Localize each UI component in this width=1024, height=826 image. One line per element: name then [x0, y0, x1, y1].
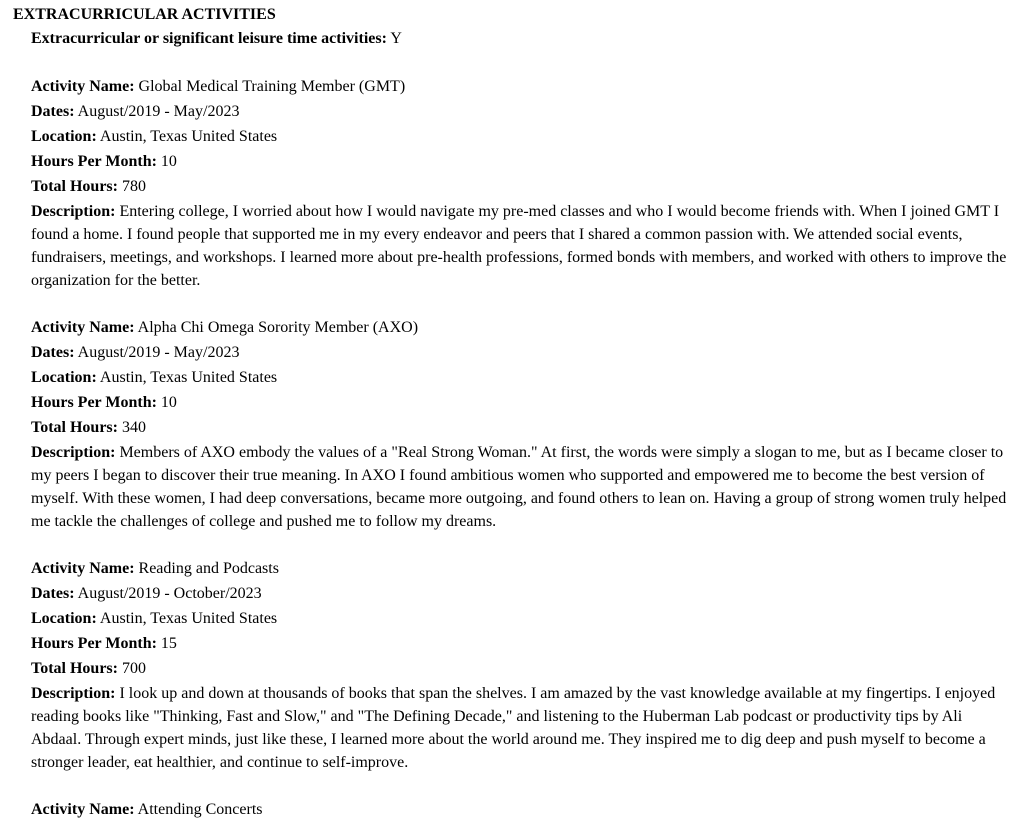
- activity-location-label: Location:: [31, 128, 97, 145]
- activity-name-value: Global Medical Training Member (GMT): [138, 78, 406, 95]
- activity-description: [31, 441, 1012, 533]
- activity-hours-per-month-value: 15: [160, 635, 177, 652]
- activity-location-value: Austin, Texas United States: [99, 369, 278, 386]
- activity-dates-value: August/2019 - October/2023: [77, 585, 262, 602]
- activity-entry: [31, 74, 1012, 292]
- flag-value: Y: [390, 30, 402, 47]
- activity-total-hours-label: Total Hours:: [31, 419, 118, 436]
- activity-name-line: [31, 556, 1012, 581]
- activity-total-hours-value: 700: [121, 660, 146, 677]
- activity-hours-per-month-value: 10: [160, 153, 177, 170]
- activity-total-hours-value: 340: [121, 419, 146, 436]
- flag-label: Extracurricular or significant leisure time activities:: [31, 30, 387, 47]
- activity-location-label: Location:: [31, 610, 97, 627]
- activity-total-hours-label: Total Hours:: [31, 178, 118, 195]
- activity-hours-per-month-label: Hours Per Month:: [31, 394, 157, 411]
- activity-entry: [31, 797, 1012, 822]
- activity-name-line: [31, 74, 1012, 99]
- activity-description-label: Description:: [31, 685, 116, 702]
- activity-total-hours-line: [31, 656, 1012, 681]
- section-title: EXTRACURRICULAR ACTIVITIES: [13, 6, 276, 23]
- activity-name-value: Attending Concerts: [137, 801, 263, 818]
- activity-description-text: I look up and down at thousands of books that span the shelves. I am amazed by the vast knowledge available at my fingertips. I enjoyed reading books like "Thinking, Fast and Slow," and "The Defining Decade," and listening to the Huberman Lab podcast or productivity tips by Ali Abdaal. Through expert minds, just like these, I learned more about the world around me. They inspired me to dig deep and push myself to become a stronger leader, eat healthier, and continue to self-improve.: [31, 685, 996, 771]
- activity-total-hours-line: [31, 415, 1012, 440]
- activity-hours-per-month-line: [31, 631, 1012, 656]
- activity-dates-value: August/2019 - May/2023: [77, 344, 240, 361]
- activity-entry: [31, 556, 1012, 774]
- activity-total-hours-label: Total Hours:: [31, 660, 118, 677]
- activity-name-value: Reading and Podcasts: [138, 560, 279, 577]
- activity-hours-per-month-line: [31, 390, 1012, 415]
- activity-dates-line: [31, 99, 1012, 124]
- activity-hours-per-month-value: 10: [160, 394, 177, 411]
- activity-name-value: Alpha Chi Omega Sorority Member (AXO): [137, 319, 419, 336]
- activity-description: [31, 200, 1012, 292]
- activity-dates-line: [31, 581, 1012, 606]
- activity-name-line: [31, 315, 1012, 340]
- activity-dates-label: Dates:: [31, 585, 75, 602]
- activity-description-text: Entering college, I worried about how I would navigate my pre-med classes and who I would become friends with. When I joined GMT I found a home. I found people that supported me in my every endeavor and peers that I shared a common passion with. We attended social events, fundraisers, meetings, and workshops. I learned more about pre-health professions, formed bonds with members, and worked with others to improve the organization for the better.: [31, 203, 1007, 289]
- activity-location-value: Austin, Texas United States: [99, 128, 278, 145]
- activity-total-hours-value: 780: [121, 178, 146, 195]
- activity-name-line: [31, 797, 1012, 822]
- activity-location-line: [31, 365, 1012, 390]
- activity-dates-label: Dates:: [31, 103, 75, 120]
- activity-description: [31, 682, 1012, 774]
- activity-name-label: Activity Name:: [31, 560, 135, 577]
- activity-location-line: [31, 124, 1012, 149]
- activity-location-line: [31, 606, 1012, 631]
- activity-name-label: Activity Name:: [31, 801, 135, 818]
- activity-total-hours-line: [31, 174, 1012, 199]
- activity-dates-line: [31, 340, 1012, 365]
- section-body: [13, 26, 1012, 822]
- activity-location-value: Austin, Texas United States: [99, 610, 278, 627]
- activity-dates-label: Dates:: [31, 344, 75, 361]
- activity-description-text: Members of AXO embody the values of a "Real Strong Woman." At first, the words were simply a slogan to me, but as I became closer to my peers I began to discover their true meaning. In AXO I found ambitious women who supported and empowered me to become the best version of myself. With these women, I had deep conversations, became more outgoing, and found others to lean on. Having a group of strong women truly helped me tackle the challenges of college and pushed me to follow my dreams.: [31, 444, 1007, 530]
- activity-description-label: Description:: [31, 444, 116, 461]
- activity-dates-value: August/2019 - May/2023: [77, 103, 240, 120]
- activity-name-label: Activity Name:: [31, 319, 135, 336]
- activity-hours-per-month-line: [31, 149, 1012, 174]
- activity-hours-per-month-label: Hours Per Month:: [31, 635, 157, 652]
- activity-hours-per-month-label: Hours Per Month:: [31, 153, 157, 170]
- activity-location-label: Location:: [31, 369, 97, 386]
- activity-entry: [31, 315, 1012, 533]
- activity-description-label: Description:: [31, 203, 116, 220]
- extracurricular-flag: [31, 26, 1012, 51]
- activity-name-label: Activity Name:: [31, 78, 135, 95]
